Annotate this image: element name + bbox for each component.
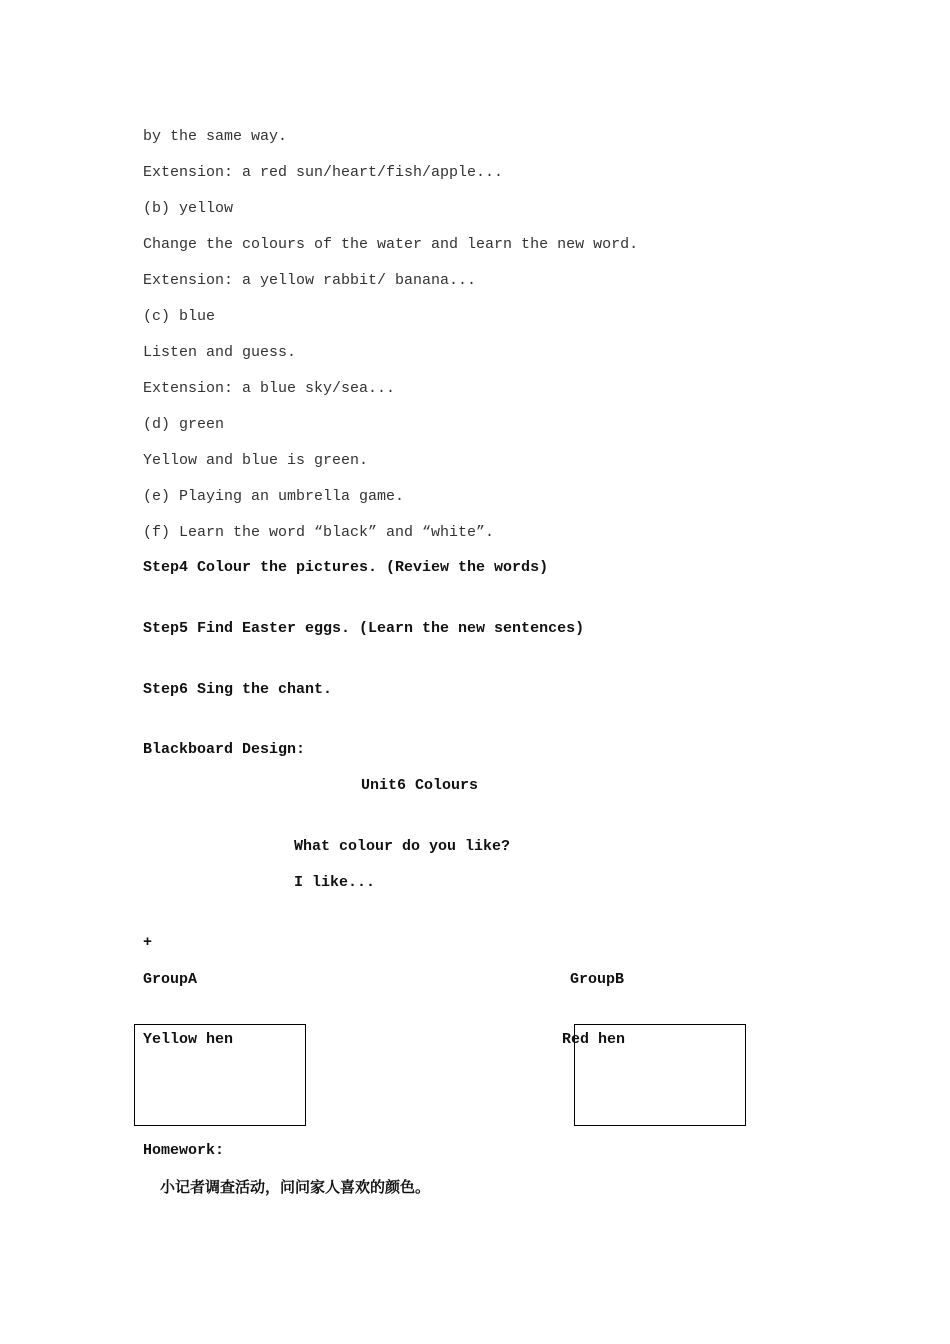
text-line: Yellow and blue is green.: [143, 452, 369, 469]
plus-sign: +: [143, 934, 153, 951]
blackboard-title: Unit6 Colours: [361, 777, 479, 794]
text-line: Change the colours of the water and learn the new word.: [143, 236, 639, 253]
text-line: (e) Playing an umbrella game.: [143, 488, 405, 505]
blackboard-heading: Blackboard Design:: [143, 741, 306, 758]
homework-heading: Homework:: [143, 1142, 225, 1159]
blackboard-question: What colour do you like?: [294, 838, 511, 855]
blackboard-answer: I like...: [294, 874, 376, 891]
text-line: Extension: a yellow rabbit/ banana...: [143, 272, 477, 289]
text-line: Listen and guess.: [143, 344, 297, 361]
text-line: (c) blue: [143, 308, 216, 325]
text-line: by the same way.: [143, 128, 288, 145]
homework-text: 小记者调查活动，问问家人喜欢的颜色。: [160, 1178, 431, 1196]
step-heading: Step5 Find Easter eggs. (Learn the new sentences): [143, 620, 585, 637]
group-a-label: GroupA: [143, 971, 198, 988]
step-heading: Step6 Sing the chant.: [143, 681, 333, 698]
text-line: (f) Learn the word “black” and “white”.: [143, 524, 495, 541]
text-line: (b) yellow: [143, 200, 234, 217]
group-b-box-label: Red hen: [562, 1031, 626, 1048]
group-b-label: GroupB: [570, 971, 625, 988]
text-line: Extension: a blue sky/sea...: [143, 380, 396, 397]
group-a-box-label: Yellow hen: [143, 1031, 234, 1048]
step-heading: Step4 Colour the pictures. (Review the words): [143, 559, 549, 576]
text-line: Extension: a red sun/heart/fish/apple...: [143, 164, 504, 181]
text-line: (d) green: [143, 416, 225, 433]
